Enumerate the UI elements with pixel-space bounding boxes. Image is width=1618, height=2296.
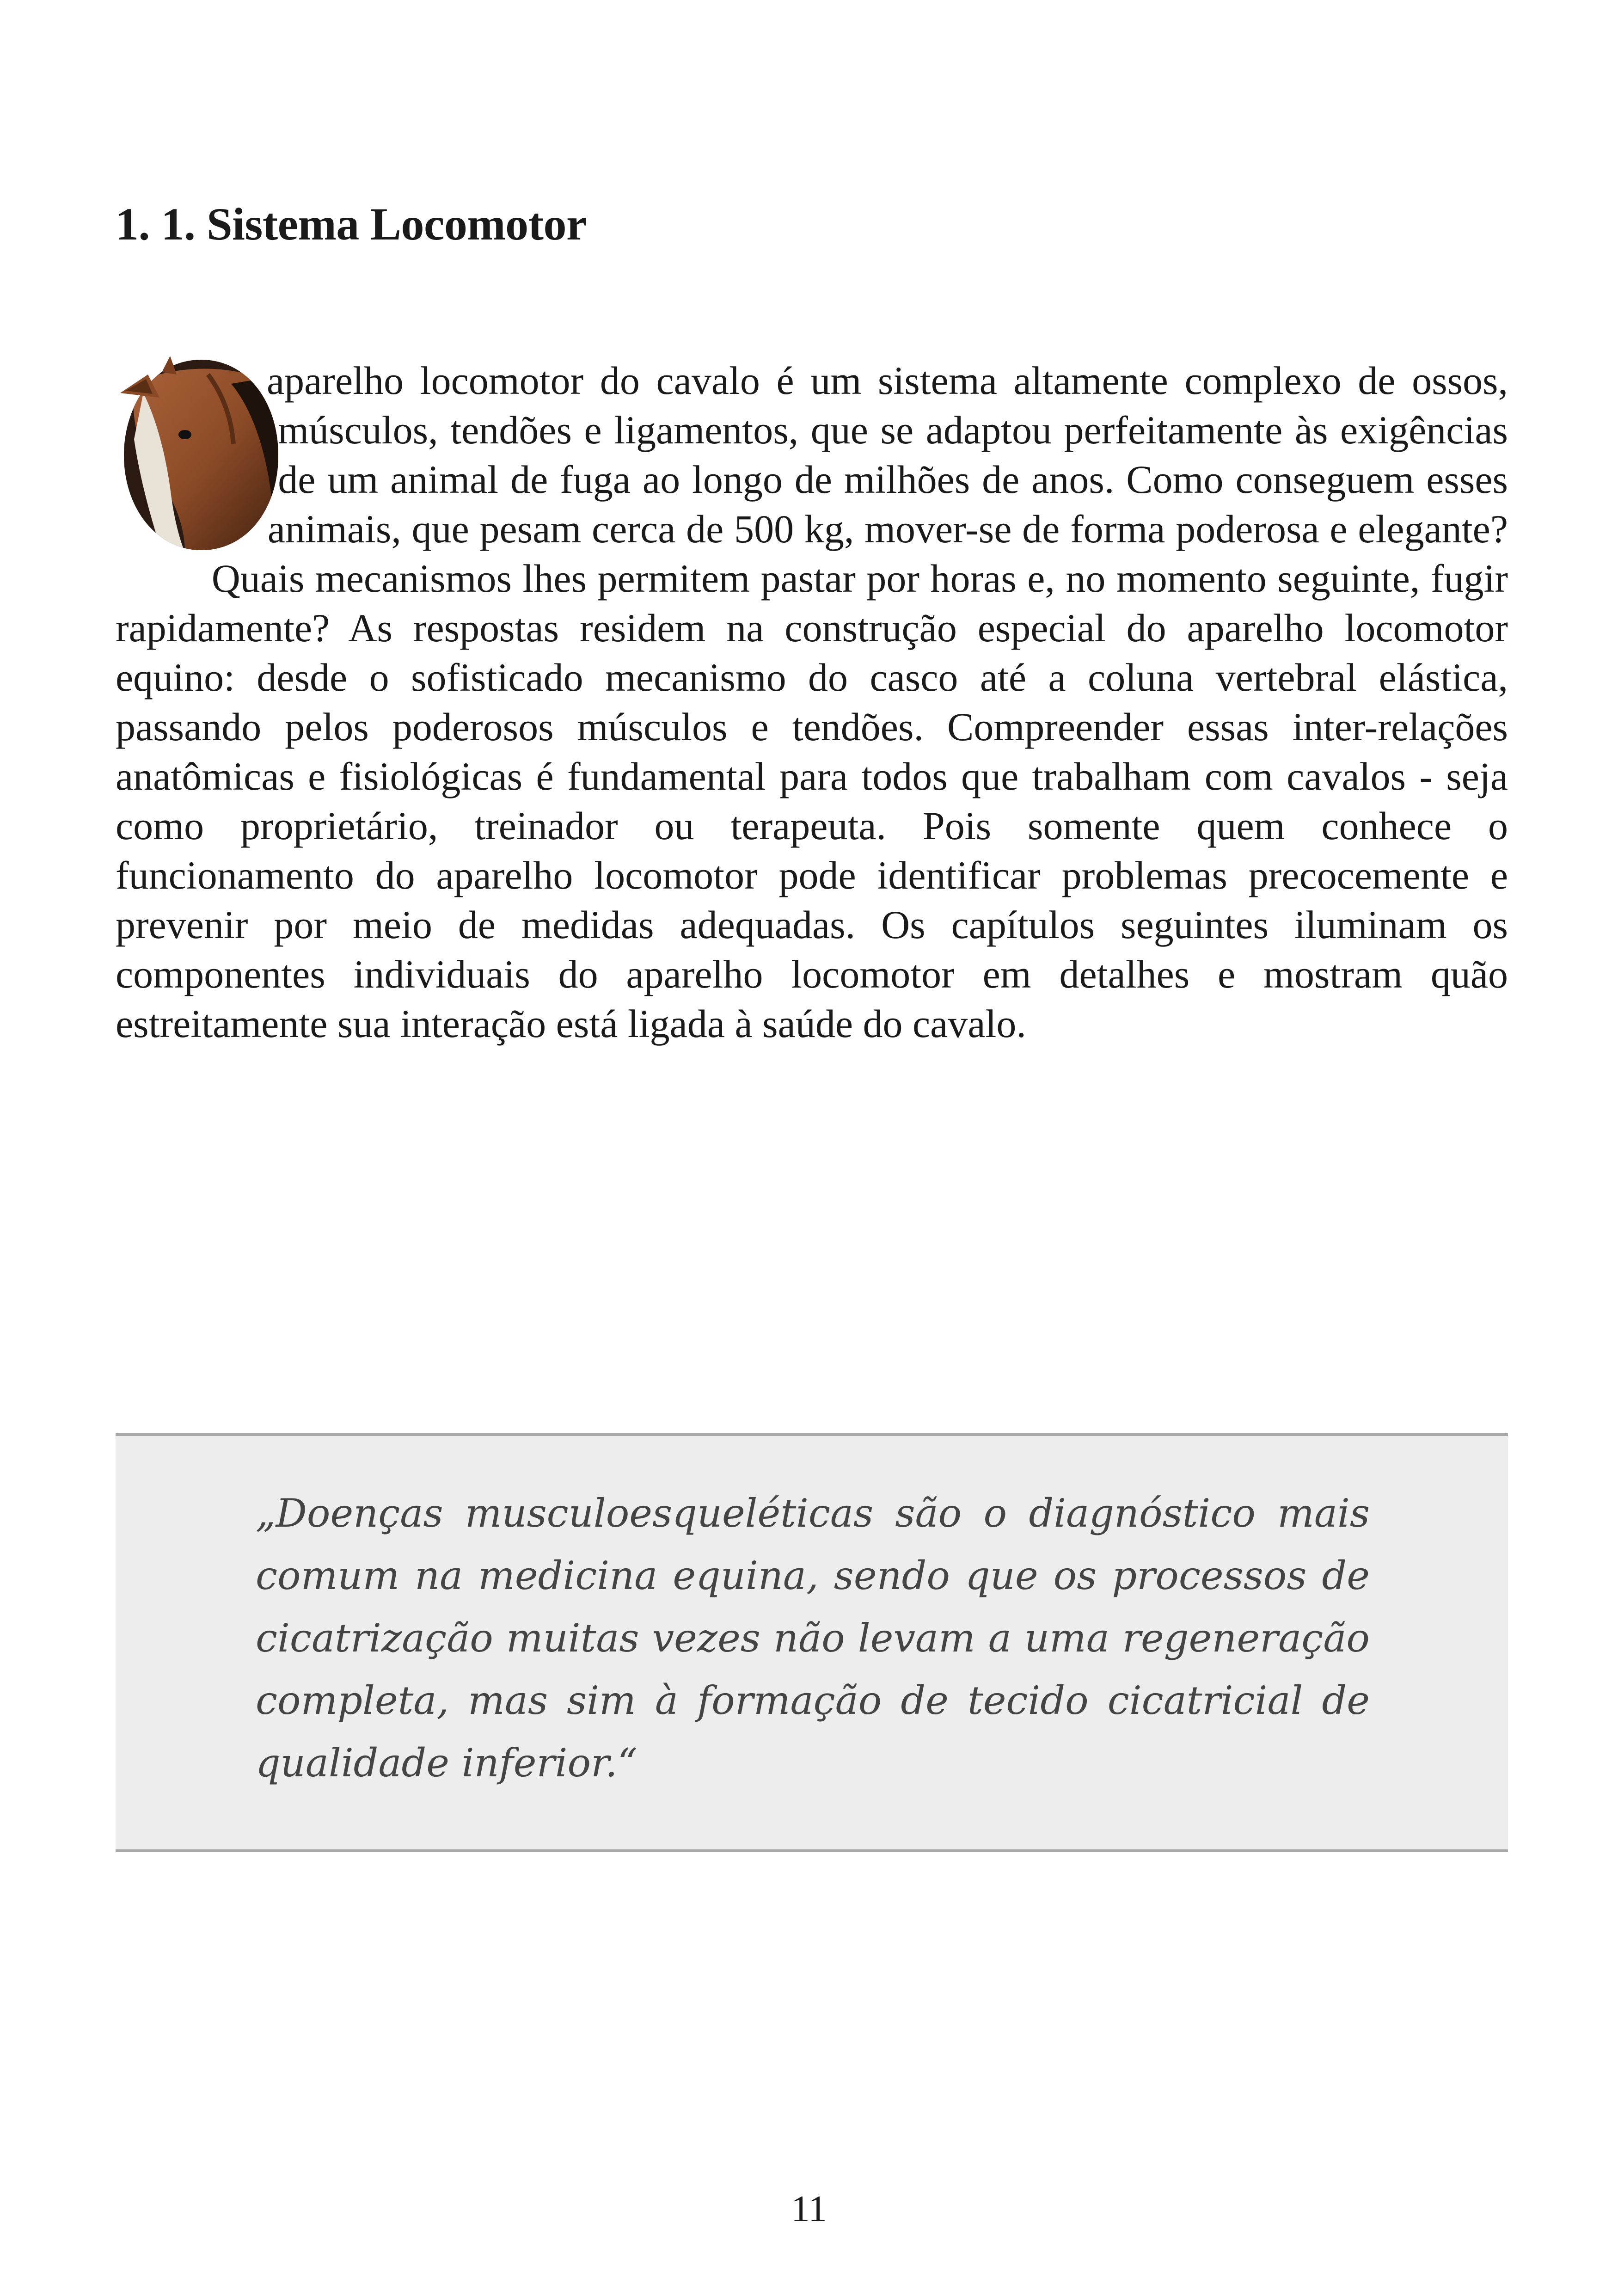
- page-number: 11: [791, 2189, 827, 2229]
- pull-quote-text: „Doenças musculoesqueléticas são o diagnóstico mais comum na medicina equina, sendo que os processos de cicatrização muitas vezes não levam a uma regeneração completa, mas sim à formação de tecido cicatricial de qualidade inferior.“: [256, 1491, 1370, 1786]
- pull-quote-box: [116, 1433, 1508, 1852]
- horse-head-icon: [116, 356, 287, 553]
- dropcap-o: [116, 356, 287, 556]
- intro-text: aparelho locomotor do cavalo é um sistema altamente complexo de ossos, músculos, tendões e ligamentos, que se adaptou perfeitamente às exigências de um animal de fuga ao longo de milhões de anos. Como conseguem esses animais, que pesam cerca de 500 kg, mover-se de forma poderosa e elegante? Quais mecanismos lhes permitem pastar por horas e, no momento seguinte, fugir rapidamente? As respostas residem na construção especial do aparelho locomotor equino: desde o sofisticado mecanismo do casco até a coluna vertebral elástica, passando pelos poderosos músculos e tendões. Compreender essas inter-relações anatômicas e fisiológicas é fundamental para todos que trabalham com cavalos - seja como proprietário, treinador ou terapeuta. Pois somente quem conhece o funcionamento do aparelho locomotor pode identificar problemas precocemente e prevenir por meio de medidas adequadas. Os capítulos seguintes iluminam os componentes individuais do aparelho locomotor em detalhes e mostram quão estreitamente sua interação está ligada à saúde do cavalo.: [116, 358, 1508, 1046]
- intro-paragraph: [116, 356, 1508, 1049]
- section-title: 1. 1. Sistema Locomotor: [116, 198, 587, 250]
